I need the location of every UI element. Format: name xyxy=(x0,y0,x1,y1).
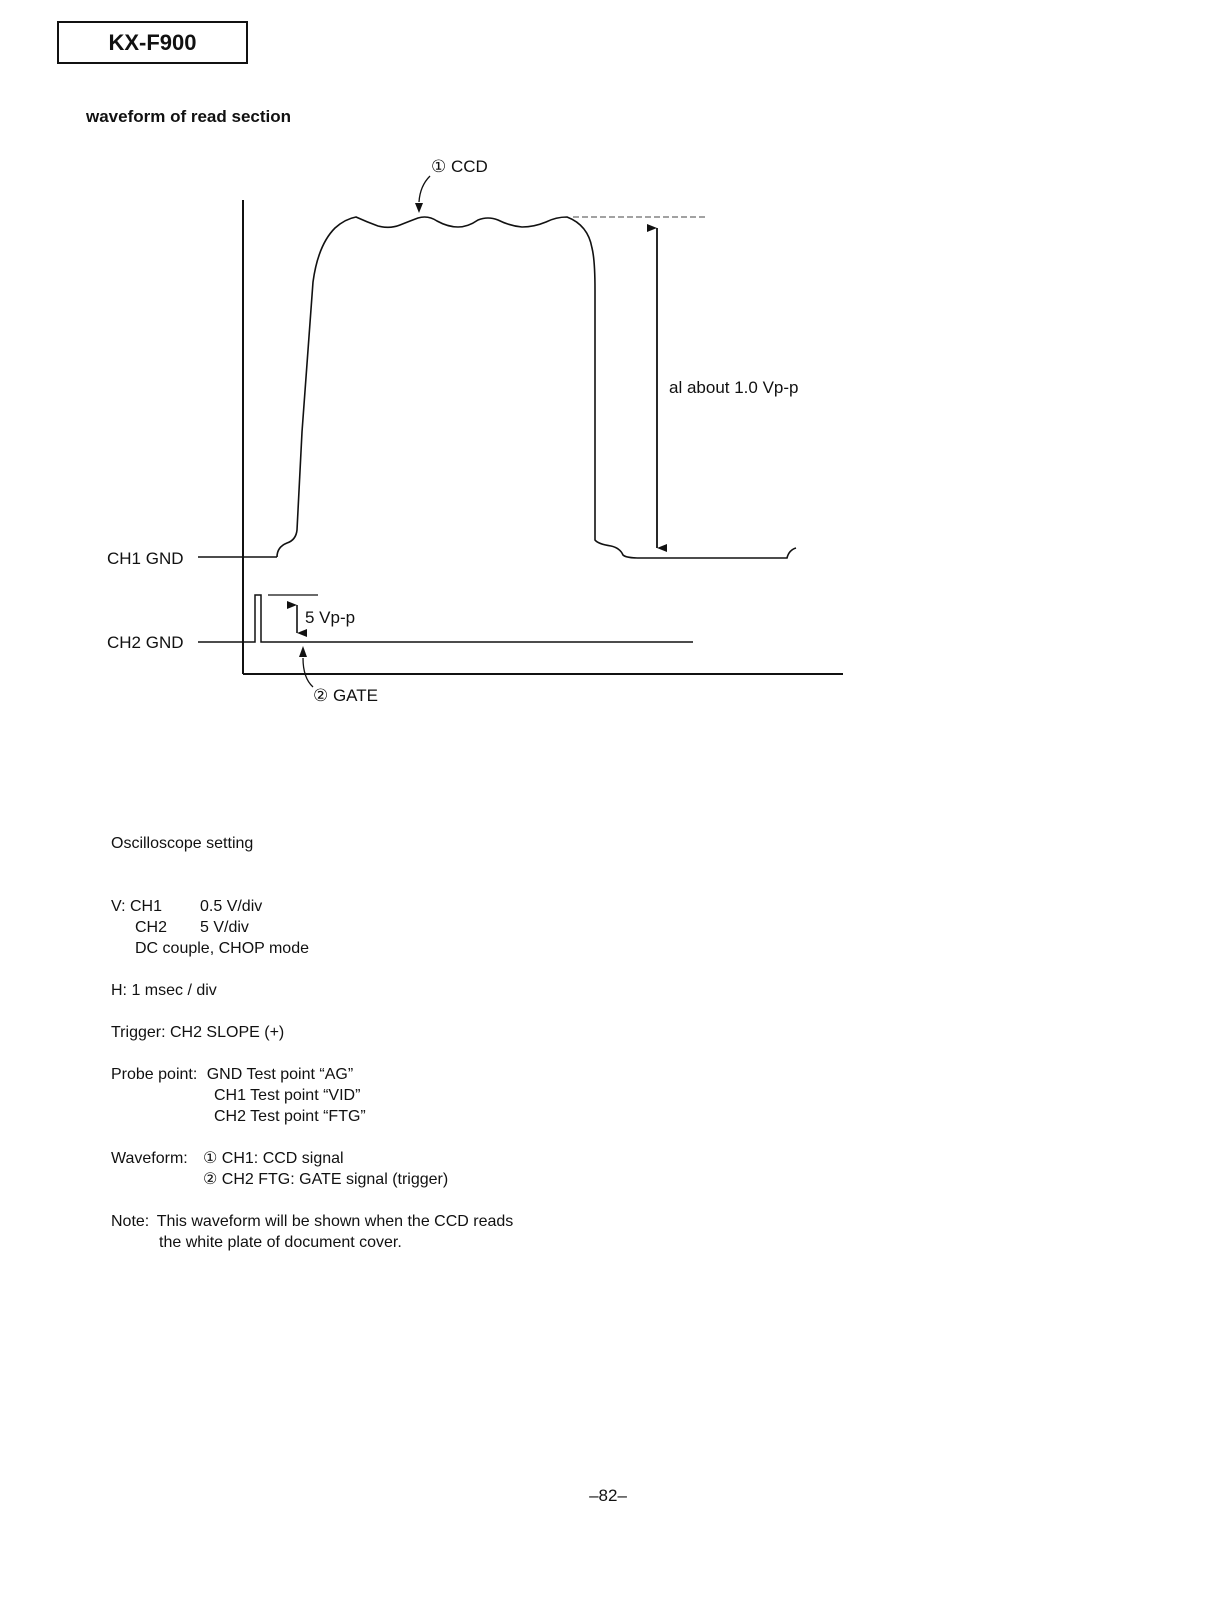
probe-ch1: CH1 Test point “VID” xyxy=(214,1087,361,1104)
settings-title: Oscilloscope setting xyxy=(111,835,254,852)
note-line-1: This waveform will be shown when the CCD reads xyxy=(156,1213,514,1230)
ccd-callout-arrowhead xyxy=(415,203,423,213)
probe-points xyxy=(111,1064,513,1127)
note xyxy=(111,1211,513,1253)
ccd-callout-label: ① CCD xyxy=(431,157,488,176)
probe-ch2: CH2 Test point “FTG” xyxy=(214,1108,366,1125)
gate-callout-leader xyxy=(303,658,313,687)
waveform-diagram xyxy=(0,0,1216,760)
ch1-gnd-label: CH1 GND xyxy=(107,549,184,568)
model-number: KX-F900 xyxy=(108,29,197,55)
page-number: –82– xyxy=(589,1486,627,1505)
probe-prefix: Probe point: xyxy=(111,1066,198,1083)
horizontal-setting: H: 1 msec / div xyxy=(111,982,217,999)
waveform-legend xyxy=(111,1148,513,1190)
ch2-gnd-label: CH2 GND xyxy=(107,633,184,652)
v-ch1-prefix: V: CH1 xyxy=(111,898,162,915)
section-title: waveform of read section xyxy=(86,107,292,126)
v-ch2-value: 5 V/div xyxy=(200,919,249,936)
oscilloscope-settings xyxy=(111,833,513,1253)
coupling-mode: DC couple, CHOP mode xyxy=(135,940,309,957)
gate-callout-arrowhead xyxy=(299,646,307,657)
trigger-setting: Trigger: CH2 SLOPE (+) xyxy=(111,1024,285,1041)
v-ch2-name: CH2 xyxy=(135,919,168,936)
amplitude-label: al about 1.0 Vp-p xyxy=(669,378,799,397)
gate-callout-label: ② GATE xyxy=(313,686,378,705)
vertical-settings xyxy=(111,896,513,959)
waveform-item-1: ① CH1: CCD signal xyxy=(203,1150,344,1167)
v-ch1-value: 0.5 V/div xyxy=(200,898,263,915)
waveform-prefix: Waveform: xyxy=(111,1150,188,1167)
gate-amplitude-label: 5 Vp-p xyxy=(305,608,356,627)
waveform-item-2: ② CH2 FTG: GATE signal (trigger) xyxy=(203,1171,449,1188)
gate-pulse-waveform xyxy=(198,595,693,642)
probe-gnd: GND Test point “AG” xyxy=(206,1066,354,1083)
note-line-2: the white plate of document cover. xyxy=(159,1234,402,1251)
ccd-callout-leader xyxy=(419,176,430,202)
note-prefix: Note: xyxy=(111,1213,150,1230)
